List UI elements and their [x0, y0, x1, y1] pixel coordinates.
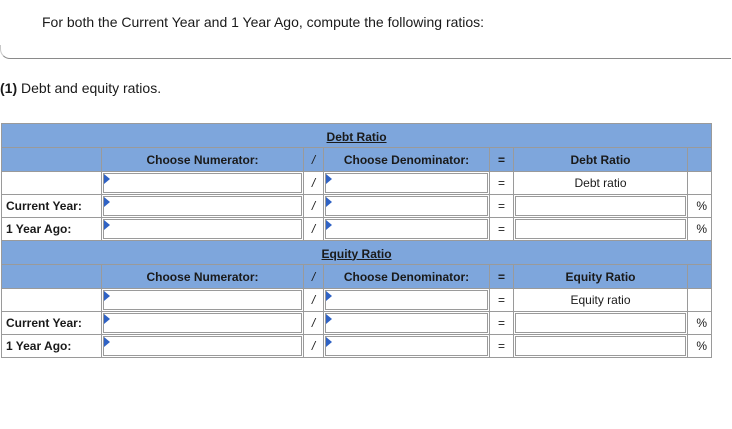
equity-prior-slash: /: [304, 335, 324, 358]
equity-current-slash: /: [304, 312, 324, 335]
equity-prior-percent-sign: %: [688, 335, 712, 358]
debt-ratio-title: Debt Ratio: [2, 124, 712, 148]
debt-name-slash: /: [304, 172, 324, 195]
equity-current-numerator-select[interactable]: [103, 313, 302, 333]
part-number: (1): [0, 80, 18, 96]
debt-row-prior: [2, 218, 712, 241]
dropdown-arrow-icon: [104, 337, 110, 347]
debt-name-equals: =: [490, 172, 514, 195]
equity-prior-equals: =: [490, 335, 514, 358]
debt-header-equals: =: [490, 148, 514, 172]
dropdown-arrow-icon: [326, 314, 332, 324]
equity-name-numerator-select[interactable]: [103, 290, 302, 310]
equity-denominator-header: Choose Denominator:: [324, 265, 490, 289]
debt-prior-result-input[interactable]: [515, 219, 686, 239]
debt-name-numerator-select[interactable]: [103, 173, 302, 193]
debt-header-slash: /: [304, 148, 324, 172]
dropdown-arrow-icon: [104, 174, 110, 184]
equity-name-row: [2, 289, 712, 312]
equity-name-slash: /: [304, 289, 324, 312]
equity-prior-result-cell: [514, 335, 688, 358]
debt-header-blank: [2, 148, 102, 172]
debt-current-result-cell: [514, 195, 688, 218]
equity-header-slash: /: [304, 265, 324, 289]
equity-name-numerator-cell: [102, 289, 304, 312]
debt-prior-result-cell: [514, 218, 688, 241]
equity-result-sublabel: Equity ratio: [514, 289, 688, 312]
equity-prior-label: 1 Year Ago:: [2, 335, 102, 358]
equity-current-denominator-select[interactable]: [325, 313, 488, 333]
equity-title-row: [2, 241, 712, 265]
equity-name-equals: =: [490, 289, 514, 312]
instruction-text: For both the Current Year and 1 Year Ago, compute the following ratios:: [42, 14, 485, 30]
debt-current-numerator-select[interactable]: [103, 196, 302, 216]
debt-current-percent-sign: %: [688, 195, 712, 218]
equity-row-prior: [2, 335, 712, 358]
equity-current-numerator-cell: [102, 312, 304, 335]
equity-name-denominator-cell: [324, 289, 490, 312]
dropdown-arrow-icon: [326, 337, 332, 347]
part-title: Debt and equity ratios.: [17, 80, 162, 96]
equity-current-equals: =: [490, 312, 514, 335]
debt-prior-slash: /: [304, 218, 324, 241]
debt-prior-percent-sign: %: [688, 218, 712, 241]
debt-current-denominator-cell: [324, 195, 490, 218]
equity-header-blank: [2, 265, 102, 289]
dropdown-arrow-icon: [104, 220, 110, 230]
equity-current-denominator-cell: [324, 312, 490, 335]
debt-result-header: Debt Ratio: [514, 148, 688, 172]
debt-current-denominator-select[interactable]: [325, 196, 488, 216]
equity-current-percent-sign: %: [688, 312, 712, 335]
part-label: [0, 80, 161, 96]
debt-prior-numerator-select[interactable]: [103, 219, 302, 239]
debt-name-row: [2, 172, 712, 195]
equity-header-row: [2, 265, 712, 289]
equity-prior-denominator-cell: [324, 335, 490, 358]
debt-row-current: [2, 195, 712, 218]
debt-name-denominator-cell: [324, 172, 490, 195]
debt-denominator-header: Choose Denominator:: [324, 148, 490, 172]
debt-numerator-header: Choose Numerator:: [102, 148, 304, 172]
debt-name-numerator-cell: [102, 172, 304, 195]
equity-name-denominator-select[interactable]: [325, 290, 488, 310]
dropdown-arrow-icon: [326, 197, 332, 207]
dropdown-arrow-icon: [326, 220, 332, 230]
debt-prior-equals: =: [490, 218, 514, 241]
debt-current-result-input[interactable]: [515, 196, 686, 216]
debt-current-slash: /: [304, 195, 324, 218]
equity-result-header: Equity Ratio: [514, 265, 688, 289]
debt-current-numerator-cell: [102, 195, 304, 218]
equity-prior-numerator-select[interactable]: [103, 336, 302, 356]
debt-header-row: [2, 148, 712, 172]
ratio-table: [1, 123, 712, 358]
equity-row-current: [2, 312, 712, 335]
debt-title-row: [2, 124, 712, 148]
equity-current-label: Current Year:: [2, 312, 102, 335]
equity-prior-numerator-cell: [102, 335, 304, 358]
debt-current-equals: =: [490, 195, 514, 218]
debt-prior-denominator-cell: [324, 218, 490, 241]
debt-name-row-blank: [2, 172, 102, 195]
debt-prior-denominator-select[interactable]: [325, 219, 488, 239]
section-divider: [0, 45, 731, 59]
equity-name-row-blank: [2, 289, 102, 312]
equity-current-result-cell: [514, 312, 688, 335]
debt-result-sublabel: Debt ratio: [514, 172, 688, 195]
dropdown-arrow-icon: [326, 174, 332, 184]
equity-prior-denominator-select[interactable]: [325, 336, 488, 356]
dropdown-arrow-icon: [104, 314, 110, 324]
debt-current-label: Current Year:: [2, 195, 102, 218]
equity-header-equals: =: [490, 265, 514, 289]
equity-numerator-header: Choose Numerator:: [102, 265, 304, 289]
debt-prior-numerator-cell: [102, 218, 304, 241]
dropdown-arrow-icon: [104, 291, 110, 301]
debt-name-denominator-select[interactable]: [325, 173, 488, 193]
dropdown-arrow-icon: [326, 291, 332, 301]
equity-prior-result-input[interactable]: [515, 336, 686, 356]
dropdown-arrow-icon: [104, 197, 110, 207]
equity-ratio-title: Equity Ratio: [2, 241, 712, 265]
debt-prior-label: 1 Year Ago:: [2, 218, 102, 241]
equity-current-result-input[interactable]: [515, 313, 686, 333]
